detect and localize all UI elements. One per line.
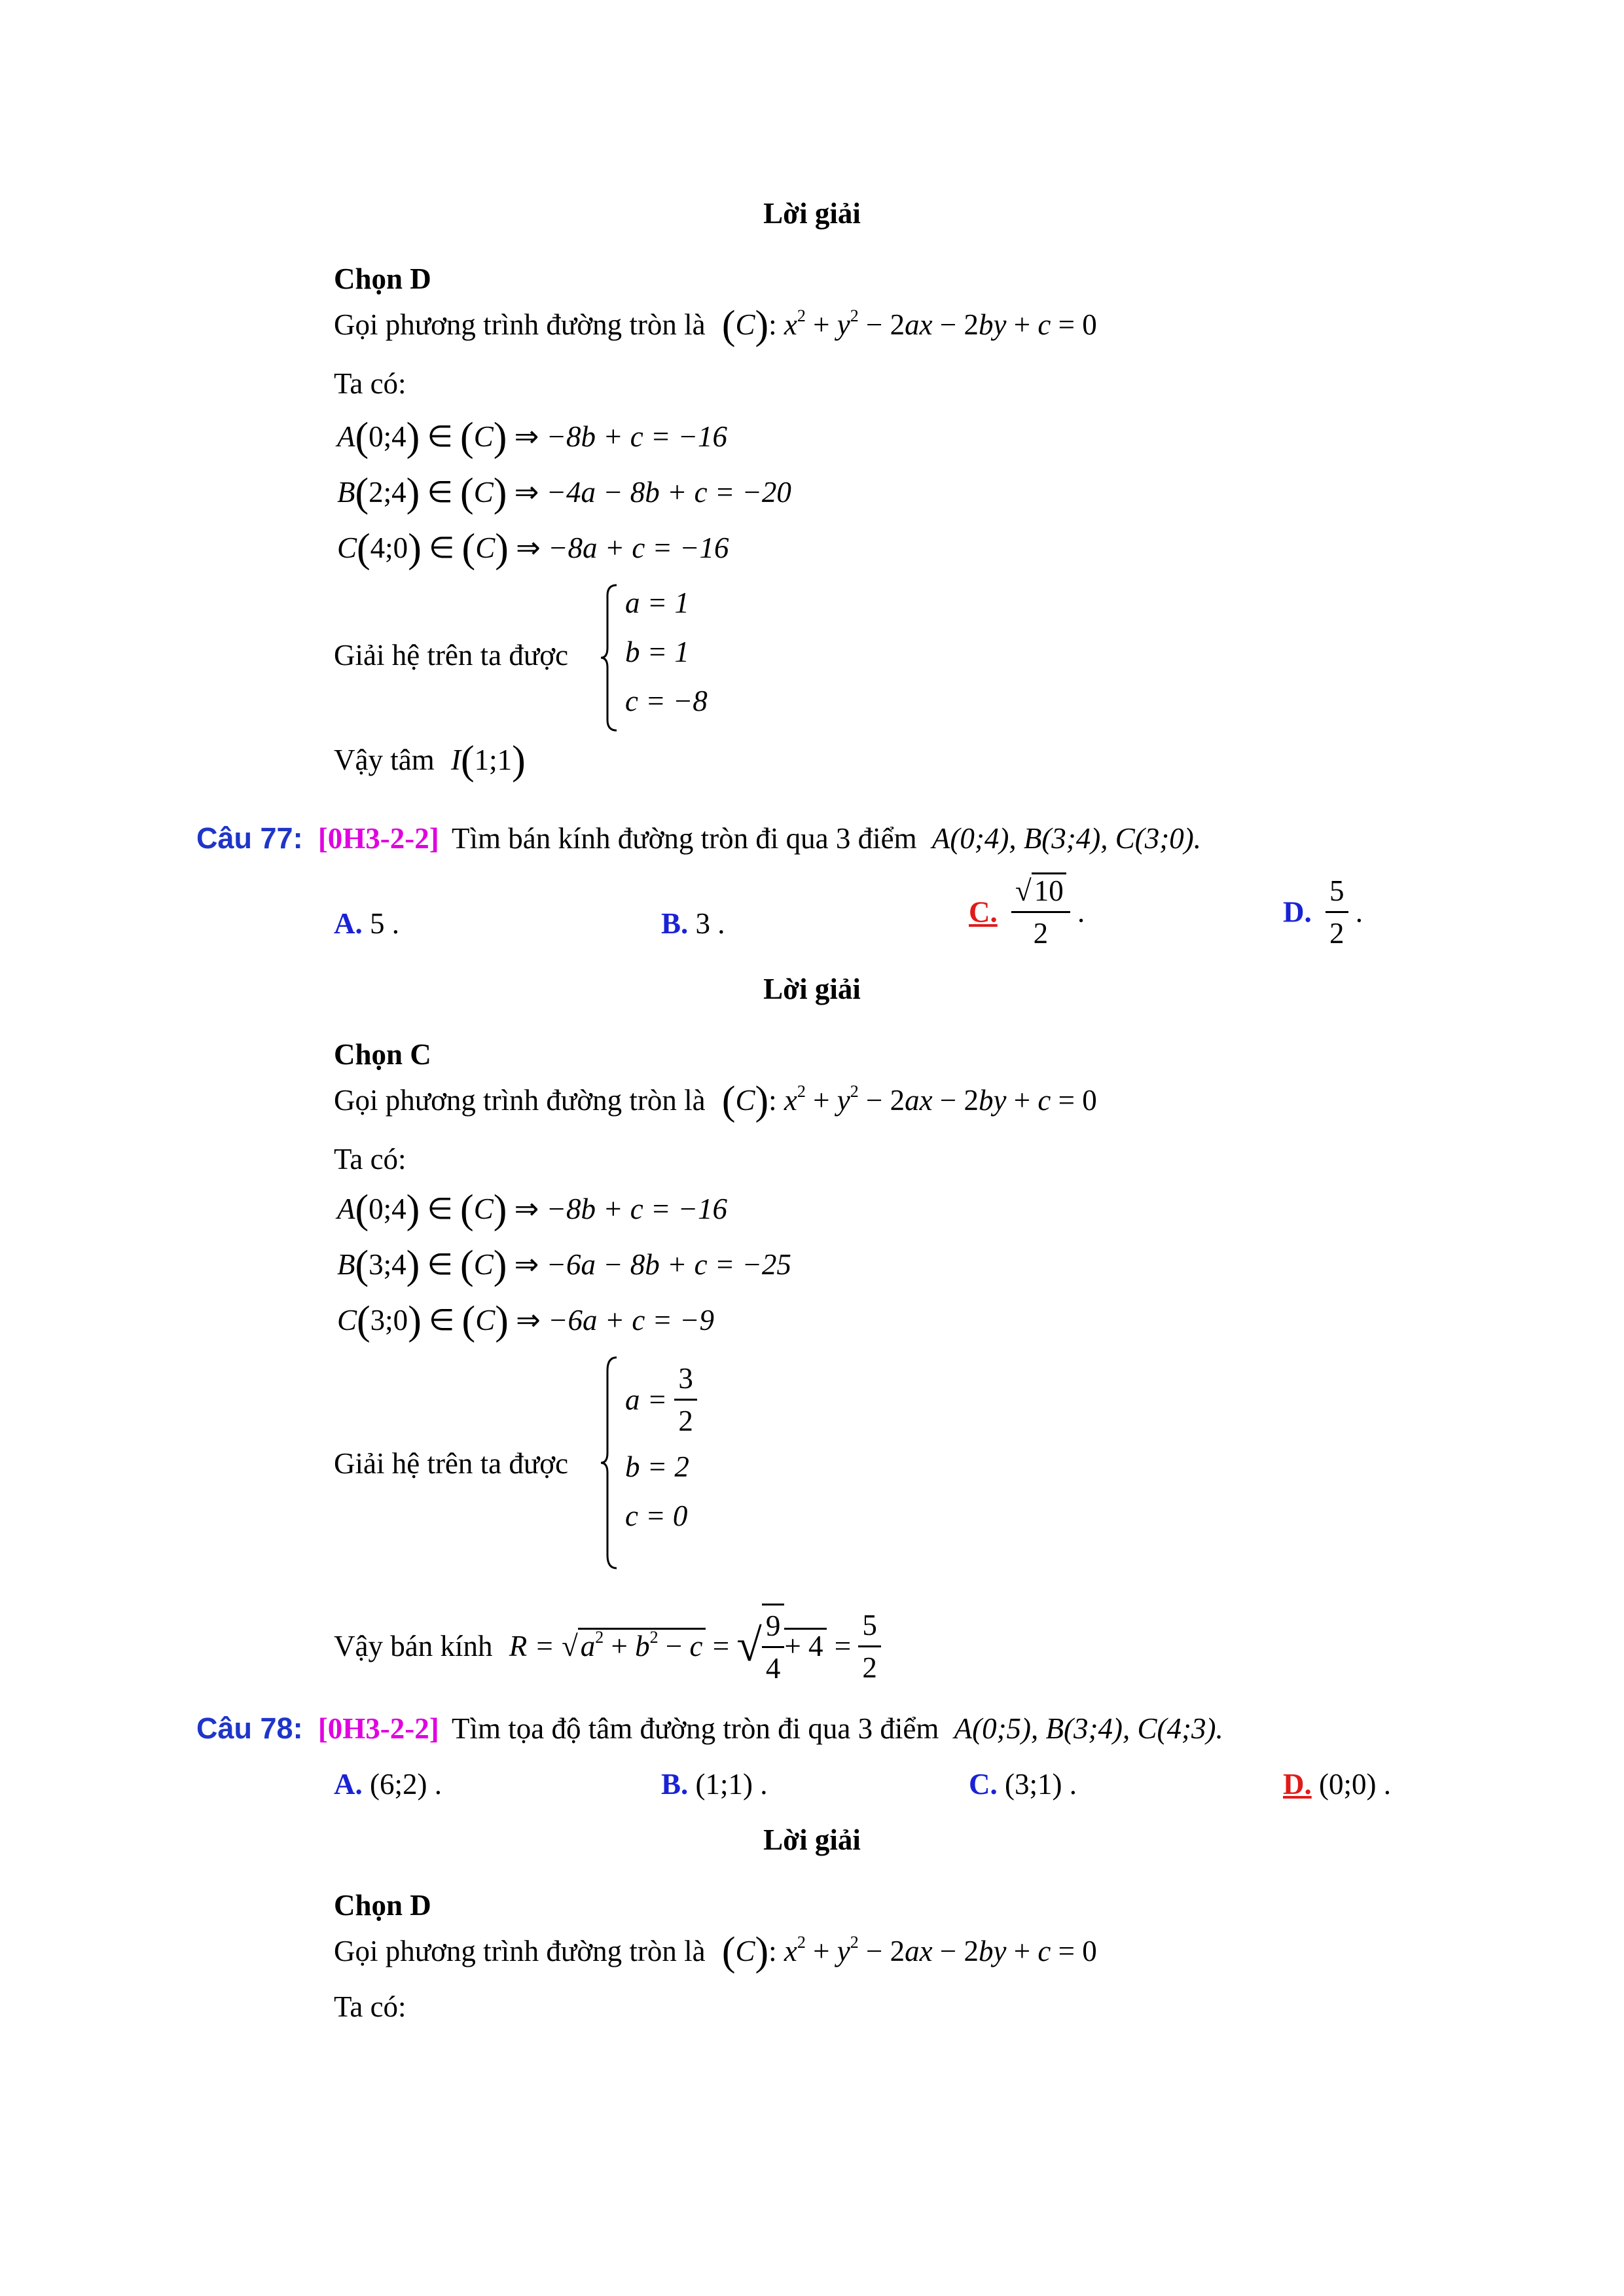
solution-title-77: Lời giải: [763, 973, 861, 1005]
circle-equation-line: Gọi phương trình đường tròn là (C): $x^2 + y^2 - 2ax - 2by + c = 0$: [334, 303, 1097, 348]
conclusion-line: Vậy tâm I(1;1): [334, 738, 526, 783]
question-points: A(0;5), B(3;4), C(4;3).: [954, 1712, 1223, 1745]
question-78: [196, 1712, 1223, 1746]
point-b-condition: B(2;4) ∈ (C) ⇒ −4a − 8b + c = −20: [337, 471, 791, 515]
system-brace-77: [597, 1355, 623, 1571]
ta-co-label-77: Ta có:: [334, 1143, 406, 1175]
question-tag: [0H3-2-2]: [317, 1712, 439, 1745]
ta-co-label: Ta có:: [334, 367, 406, 400]
option-c[interactable]: C. $\frac{√10}{2}$ .: [969, 870, 1085, 954]
question-text: Tìm bán kính đường tròn đi qua 3 điểm: [452, 822, 917, 855]
system-brace: [597, 583, 623, 733]
question-tag: [0H3-2-2]: [317, 822, 439, 855]
chosen-answer-77: Chọn C: [334, 1038, 431, 1071]
option-a-78[interactable]: A. (6;2) .: [334, 1768, 442, 1801]
point-a-condition-77: A(0;4) ∈ (C) ⇒ −8b + c = −16: [337, 1187, 728, 1232]
question-text: Tìm tọa độ tâm đường tròn đi qua 3 điểm: [452, 1712, 939, 1745]
solution-title: Lời giải: [763, 197, 861, 230]
option-d-78[interactable]: D. (0;0) .: [1283, 1768, 1391, 1801]
ta-co-label-78: Ta có:: [334, 1990, 406, 2023]
circle-equation-line-77: Gọi phương trình đường tròn là (C): $x^2 + y^2 - 2ax - 2by + c = 0$: [334, 1079, 1097, 1123]
chosen-answer: Chọn D: [334, 262, 431, 295]
question-77: [196, 821, 1201, 855]
conclusion-line-77: Vậy bán kính $R = √a^2 + b^2 - c$ = √ $\frac{9}{4}$ + 4 = $\frac{5}{2}$: [334, 1604, 881, 1689]
question-label: Câu 77:: [196, 821, 303, 855]
system-solution-77: a = $\frac{3}{2}$ b = 2 c = 0: [625, 1358, 887, 1574]
circle-equation-line-78: Gọi phương trình đường tròn là (C): $x^2 + y^2 - 2ax - 2by + c = 0$: [334, 1929, 1097, 1974]
point-b-condition-77: B(3;4) ∈ (C) ⇒ −6a − 8b + c = −25: [337, 1243, 791, 1287]
option-d[interactable]: D. $\frac{5}{2}$ .: [1283, 870, 1363, 954]
option-c-78[interactable]: C. (3;1) .: [969, 1768, 1077, 1801]
option-b[interactable]: B. 3 .: [661, 907, 725, 940]
point-a-condition: A(0;4) ∈ (C) ⇒ −8b + c = −16: [337, 415, 728, 459]
question-points: A(0;4), B(3;4), C(3;0).: [931, 822, 1201, 855]
solve-system-label: Giải hệ trên ta được: [334, 639, 569, 672]
question-label: Câu 78:: [196, 1712, 303, 1745]
point-c-condition: C(4;0) ∈ (C) ⇒ −8a + c = −16: [337, 526, 729, 571]
chosen-answer-78: Chọn D: [334, 1889, 431, 1922]
system-solution: a = 1 b = 1 c = −8: [625, 586, 708, 717]
solution-title-78: Lời giải: [763, 1823, 861, 1856]
solve-system-label-77: Giải hệ trên ta được: [334, 1447, 569, 1480]
point-c-condition-77: C(3;0) ∈ (C) ⇒ −6a + c = −9: [337, 1299, 715, 1343]
option-a[interactable]: A. 5 .: [334, 907, 399, 940]
option-b-78[interactable]: B. (1;1) .: [661, 1768, 768, 1801]
